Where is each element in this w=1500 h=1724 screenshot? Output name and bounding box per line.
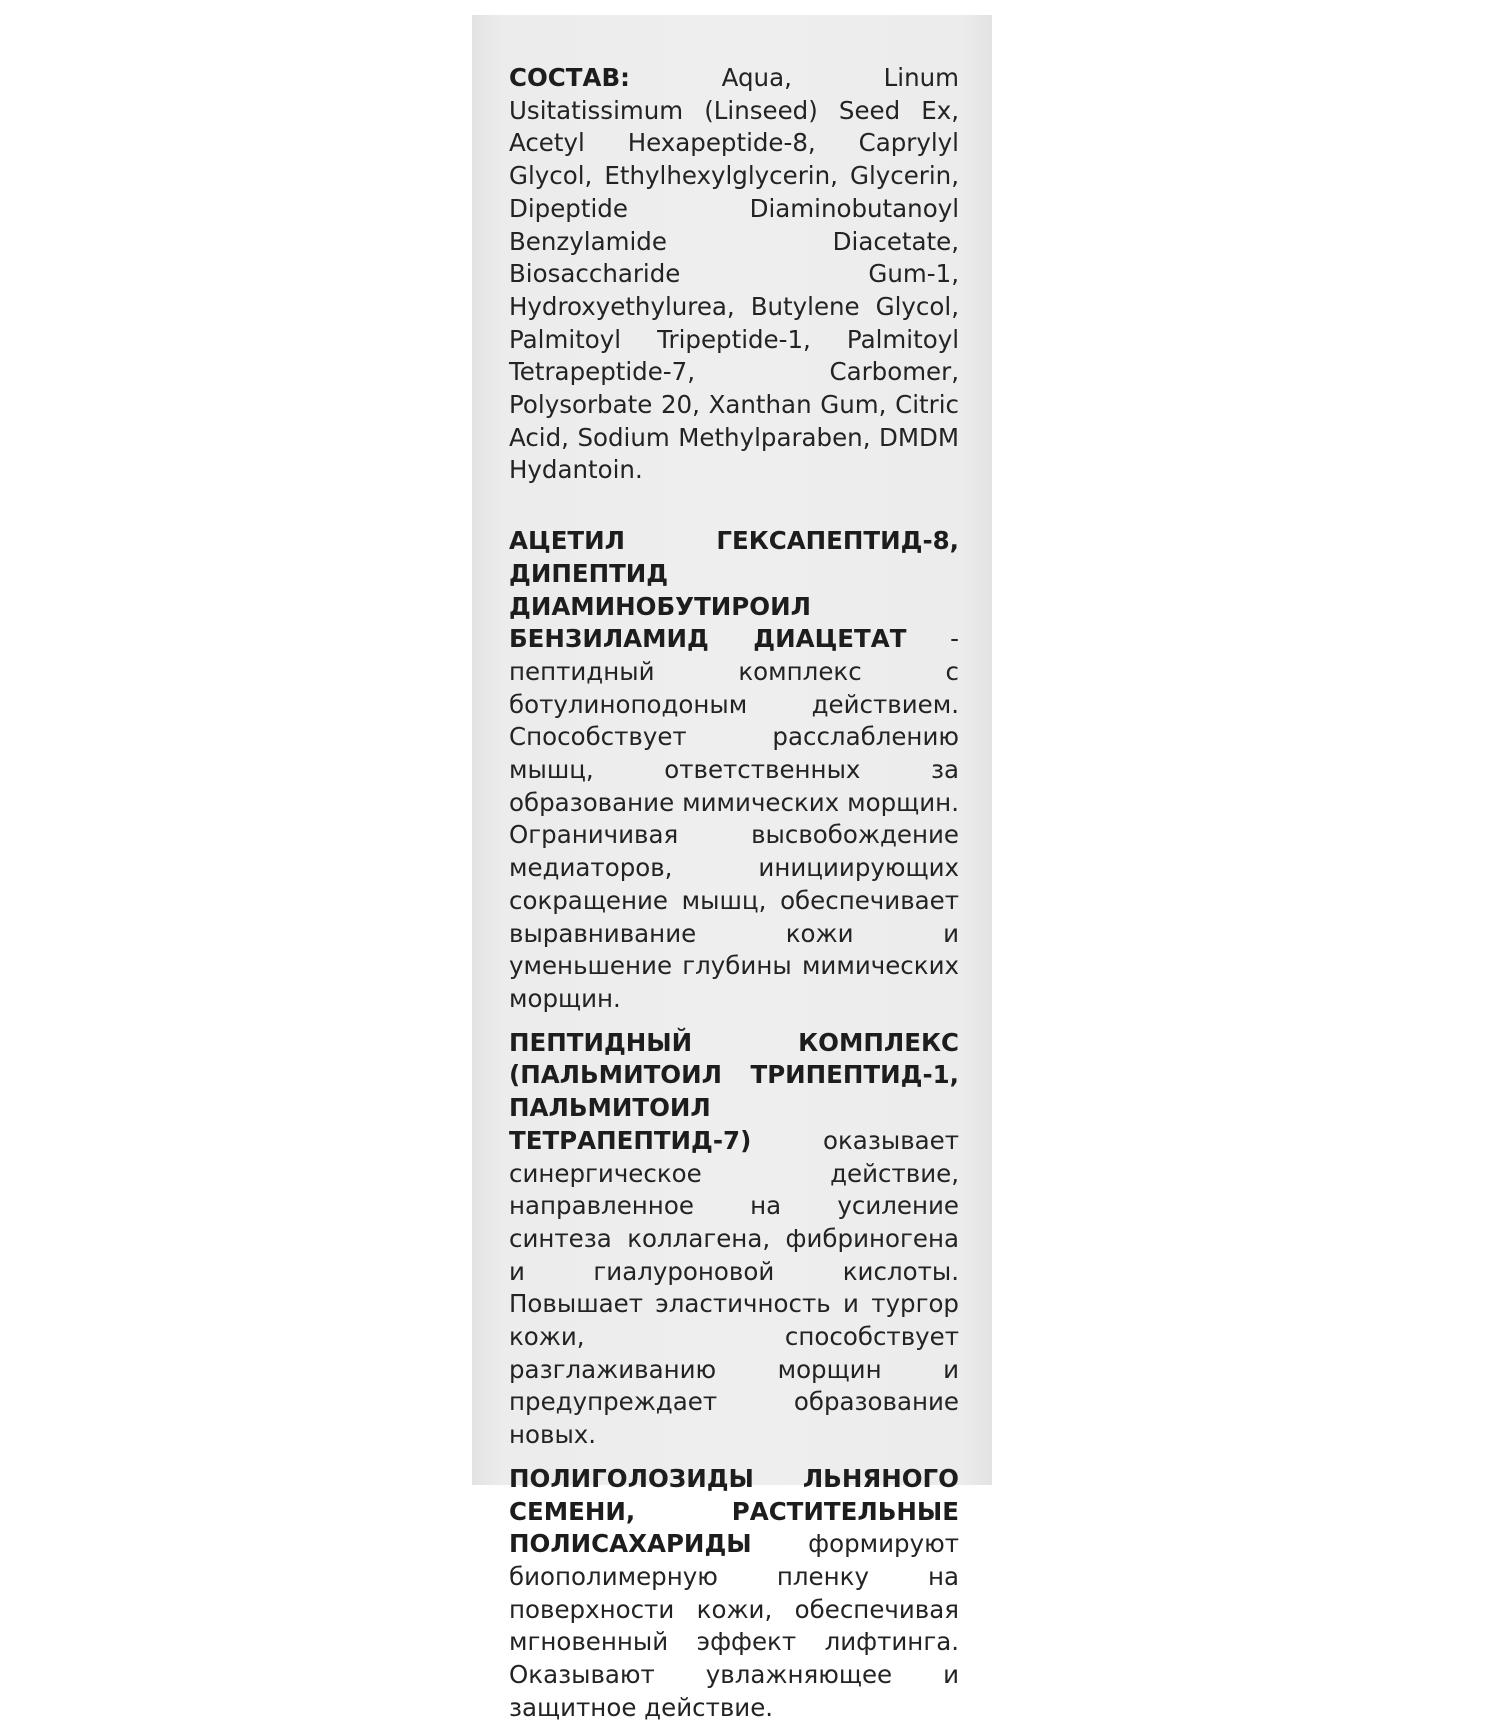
peptide-text: - пептидный комплекс с ботулиноподоным действием. Способствует расслаблению мышц, ответственных за образование мимических морщин. Ограничивая высвобождение медиаторов, инициирующих сокращение мышц, обеспечивает выравнивание кожи и уменьшение глубины мимических морщин.	[509, 624, 959, 1013]
peptide-complex-heading: ПЕПТИДНЫЙ КОМПЛЕКС (ПАЛЬМИТОИЛ ТРИПЕПТИД-1, ПАЛЬМИТОИЛ ТЕТРАПЕПТИД-7)	[509, 1027, 959, 1155]
composition-heading: СОСТАВ:	[509, 63, 630, 92]
polysaccharide-paragraph	[509, 1463, 959, 1724]
peptide-complex-paragraph	[509, 1027, 959, 1452]
composition-paragraph	[509, 62, 959, 487]
peptide-complex-text: оказывает синергическое действие, направленное на усиление синтеза коллагена, фибриногена и гиалуроновой кислоты. Повышает эластичность и тургор кожи, способствует разглаживанию морщин и предупреждает образование новых.	[509, 1125, 959, 1450]
polysaccharide-text: формируют биополимерную пленку на поверхности кожи, обеспечивая мгновенный эффект лифтинга. Оказывают увлажняющее и защитное действие.	[509, 1529, 959, 1722]
composition-text: Aqua, Linum Usitatissimum (Linseed) Seed Ex, Acetyl Hexapeptide-8, Caprylyl Glycol, Ethylhexylglycerin, Glycerin, Dipeptide Diaminobutanoyl Benzylamide Diacetate, Biosaccharide Gum-1, Hydroxyethylurea, Butylene Glycol, Palmitoyl Tripeptide-1, Palmitoyl Tetrapeptide-7, Carbomer, Polysorbate 20, Xanthan Gum, Citric Acid, Sodium Methylparaben, DMDM Hydantoin.	[509, 63, 959, 485]
peptide-paragraph	[509, 525, 959, 1016]
ingredient-text-column	[509, 62, 959, 1724]
polysaccharide-heading: ПОЛИГОЛОЗИДЫ ЛЬНЯНОГО СЕМЕНИ, РАСТИТЕЛЬНЫЕ ПОЛИСАХАРИДЫ	[509, 1463, 959, 1559]
peptide-heading: АЦЕТИЛ ГЕКСАПЕПТИД-8, ДИПЕПТИД ДИАМИНОБУТИРОИЛ БЕНЗИЛАМИД ДИАЦЕТАТ	[509, 526, 959, 654]
